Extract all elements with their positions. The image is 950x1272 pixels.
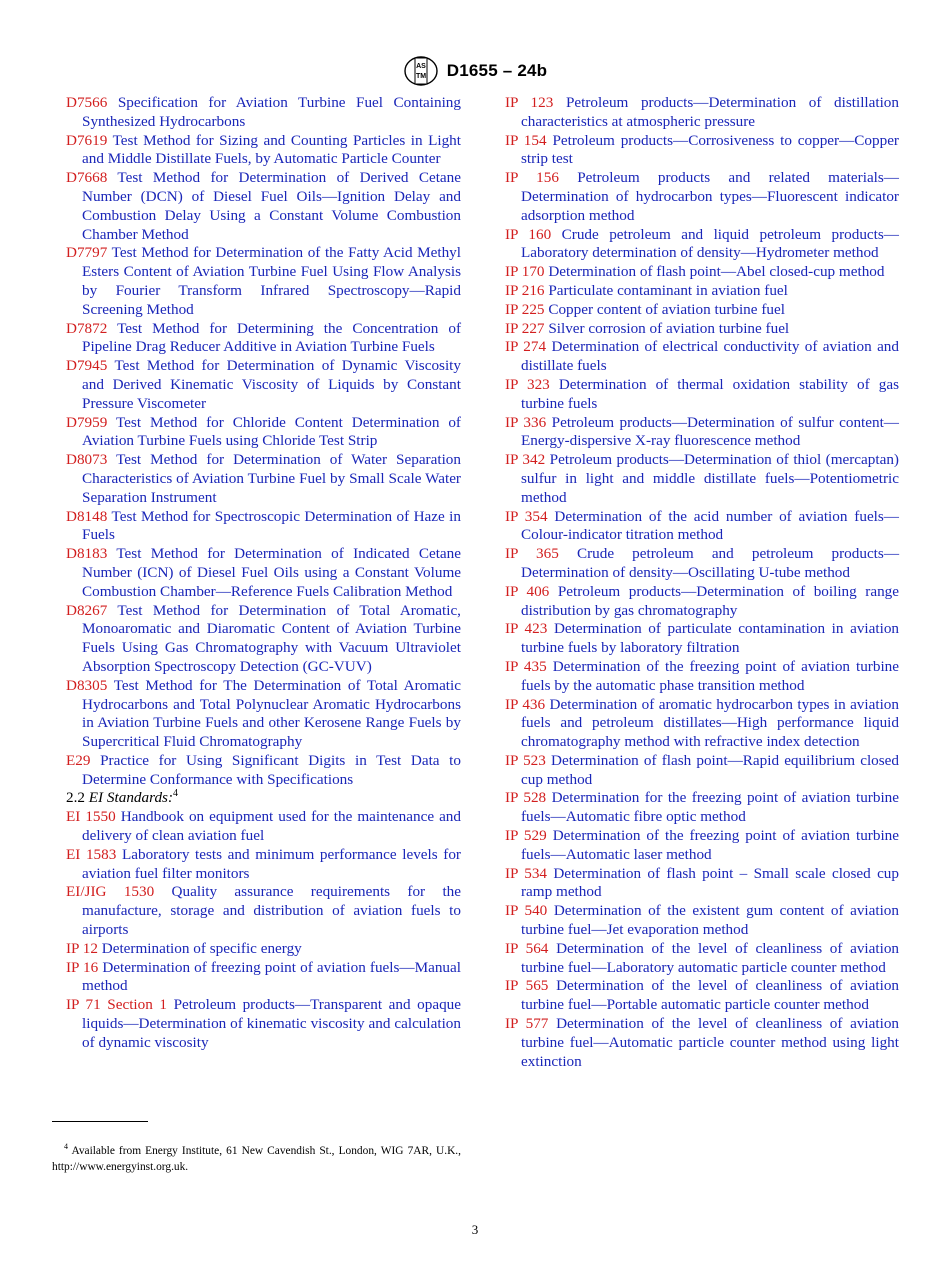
reference-code-link[interactable]: IP 336 bbox=[505, 413, 547, 431]
page-header bbox=[0, 54, 950, 88]
reference-entry bbox=[505, 583, 899, 621]
reference-title: Test Method for Determining the Concentration of Pipeline Drag Reducer Additive in Aviation Turbine Fuels bbox=[82, 319, 462, 356]
reference-code-link[interactable]: IP 342 bbox=[505, 451, 546, 469]
reference-code-link[interactable]: IP 170 bbox=[505, 263, 545, 281]
reference-title: Determination of flash point—Rapid equilibrium closed cup method bbox=[521, 751, 900, 788]
reference-title: Determination of flash point – Small scale closed cup ramp method bbox=[521, 864, 899, 901]
reference-code-link[interactable]: IP 529 bbox=[505, 827, 547, 845]
reference-entry bbox=[66, 244, 461, 319]
reference-entry bbox=[66, 508, 461, 546]
reference-title: Test Method for Determination of Derived Cetane Number (DCN) of Diesel Fuel Oils—Ignition Delay and Combustion Delay Using a Constant Volume Combustion Chamber Method bbox=[82, 169, 461, 243]
reference-code-link[interactable]: D8305 bbox=[66, 676, 108, 694]
reference-code-link[interactable]: EI/JIG 1530 bbox=[66, 883, 155, 901]
reference-list-ip bbox=[505, 94, 899, 1071]
reference-entry bbox=[66, 959, 461, 997]
footnote-divider bbox=[52, 1121, 148, 1122]
reference-title: Determination of electrical conductivity of aviation and distillate fuels bbox=[521, 338, 899, 375]
reference-code-link[interactable]: D8148 bbox=[66, 507, 108, 525]
reference-entry bbox=[505, 620, 899, 658]
section-title: EI Standards: bbox=[88, 789, 174, 807]
standard-designation: D1655 – 24b bbox=[446, 61, 548, 80]
reference-title: Quality assurance requirements for the manufacture, storage and distribution of aviation fuels to airports bbox=[82, 883, 461, 939]
reference-title: Petroleum products—Determination of boiling range distribution by gas chromatography bbox=[521, 582, 899, 619]
reference-code-link[interactable]: IP 216 bbox=[505, 281, 545, 299]
reference-code-link[interactable]: IP 534 bbox=[505, 864, 548, 882]
reference-code-link[interactable]: IP 71 Section 1 bbox=[66, 996, 167, 1014]
reference-code-link[interactable]: D7566 bbox=[66, 94, 108, 111]
reference-entry bbox=[66, 602, 461, 677]
reference-title: Determination of thermal oxidation stability of gas turbine fuels bbox=[521, 375, 899, 412]
reference-title: Determination of the acid number of aviation fuels—Colour-indicator titration method bbox=[521, 507, 899, 544]
reference-code-link[interactable]: D7872 bbox=[66, 319, 108, 337]
astm-logo-icon bbox=[403, 55, 439, 87]
svg-text:TM: TM bbox=[415, 73, 426, 80]
reference-code-link[interactable]: IP 12 bbox=[66, 939, 98, 957]
reference-code-link[interactable]: D8267 bbox=[66, 601, 108, 619]
footnote-text: Available from Energy Institute, 61 New Cavendish St., London, WIG 7AR, U.K., http://www.energyinst.org.uk. bbox=[52, 1145, 461, 1174]
footnote-marker: 4 bbox=[64, 1142, 68, 1152]
reference-title: Determination of the freezing point of aviation turbine fuels—Automatic laser method bbox=[521, 827, 900, 863]
reference-entry bbox=[66, 169, 461, 244]
reference-entry bbox=[505, 263, 899, 282]
reference-entry bbox=[505, 226, 899, 264]
reference-code-link[interactable]: IP 564 bbox=[505, 939, 549, 957]
reference-entry bbox=[66, 883, 461, 939]
reference-code-link[interactable]: IP 577 bbox=[505, 1015, 549, 1033]
reference-entry bbox=[66, 545, 461, 601]
reference-title: Crude petroleum and petroleum products—Determination of density—Oscillating U-tube method bbox=[521, 545, 900, 581]
reference-entry bbox=[505, 508, 899, 546]
reference-entry bbox=[66, 940, 461, 959]
reference-entry bbox=[66, 320, 461, 358]
reference-title: Petroleum products—Determination of thiol (mercaptan) sulfur in light and middle distillate fuels—Potentiometric method bbox=[521, 451, 899, 506]
reference-entry bbox=[505, 451, 899, 507]
reference-entry bbox=[505, 977, 899, 1015]
reference-title: Test Method for Determination of Indicated Cetane Number (ICN) of Diesel Fuel Oils using a Constant Volume Combustion Chamber—Reference Fuels Calibration Method bbox=[82, 545, 461, 600]
reference-title: Handbook on equipment used for the maintenance and delivery of clean aviation fuel bbox=[82, 808, 461, 845]
reference-entry bbox=[505, 940, 899, 978]
reference-code-link[interactable]: D7797 bbox=[66, 244, 108, 262]
reference-title: Petroleum products—Transparent and opaque liquids—Determination of kinematic viscosity and calculation of dynamic viscosity bbox=[82, 996, 461, 1051]
reference-title: Test Method for Chloride Content Determination of Aviation Turbine Fuels using Chloride Test Strip bbox=[82, 413, 461, 450]
reference-title: Practice for Using Significant Digits in Test Data to Determine Conformance with Specifications bbox=[82, 751, 461, 788]
reference-code-link[interactable]: IP 365 bbox=[505, 545, 559, 563]
reference-code-link[interactable]: IP 435 bbox=[505, 657, 547, 675]
reference-code-link[interactable]: D7619 bbox=[66, 131, 108, 149]
reference-title: Test Method for The Determination of Total Aromatic Hydrocarbons and Total Polynuclear Aromatic Hydrocarbons in Aviation Turbine Fuels and other Kerosene Range Fuels by Supercritical Fluid Chromatography bbox=[82, 676, 461, 751]
reference-title: Petroleum products—Corrosiveness to copper—Copper strip test bbox=[521, 131, 899, 168]
section-number: 2.2 bbox=[66, 789, 85, 807]
reference-entry bbox=[505, 376, 899, 414]
reference-title: Determination of freezing point of aviation fuels—Manual method bbox=[82, 958, 461, 995]
left-column bbox=[66, 94, 461, 1053]
reference-entry bbox=[505, 320, 899, 339]
reference-list-astm bbox=[66, 94, 461, 789]
reference-code-link[interactable]: IP 423 bbox=[505, 620, 548, 638]
reference-entry bbox=[505, 696, 899, 752]
reference-title: Determination of the level of cleanliness of aviation turbine fuel—Portable automatic particle counter method bbox=[521, 977, 900, 1014]
reference-code-link[interactable]: IP 523 bbox=[505, 751, 546, 769]
reference-code-link[interactable]: IP 436 bbox=[505, 695, 546, 713]
reference-code-link[interactable]: IP 16 bbox=[66, 958, 99, 976]
reference-title: Determination of flash point—Abel closed-cup method bbox=[548, 263, 885, 281]
reference-entry bbox=[66, 451, 461, 507]
reference-code-link[interactable]: IP 123 bbox=[505, 94, 554, 111]
reference-title: Specification for Aviation Turbine Fuel Containing Synthesized Hydrocarbons bbox=[82, 94, 461, 130]
reference-entry bbox=[66, 414, 461, 452]
reference-code-link[interactable]: IP 154 bbox=[505, 131, 547, 149]
reference-code-link[interactable]: D8073 bbox=[66, 451, 108, 469]
reference-title: Test Method for Determination of Water Separation Characteristics of Aviation Turbine Fuel by Small Scale Water Separation Instrument bbox=[82, 451, 461, 506]
reference-code-link[interactable]: IP 225 bbox=[505, 300, 545, 318]
reference-title: Test Method for Determination of Dynamic Viscosity and Derived Kinematic Viscosity of Liquids by Constant Pressure Viscometer bbox=[82, 357, 461, 412]
reference-code-link[interactable]: IP 565 bbox=[505, 977, 549, 995]
reference-title: Determination of specific energy bbox=[101, 939, 302, 957]
reference-code-link[interactable]: D7668 bbox=[66, 169, 108, 187]
reference-title: Determination of aromatic hydrocarbon types in aviation fuels and petroleum distillates—High performance liquid chromatography method with refractive index detection bbox=[521, 695, 899, 751]
reference-code-link[interactable]: D8183 bbox=[66, 545, 108, 563]
reference-entry bbox=[505, 169, 899, 225]
reference-code-link[interactable]: IP 156 bbox=[505, 169, 559, 187]
reference-title: Determination of the level of cleanliness of aviation turbine fuel—Automatic particle counter method using light extinction bbox=[521, 1015, 900, 1070]
page-number: 3 bbox=[471, 1222, 479, 1237]
reference-entry bbox=[505, 414, 899, 452]
reference-title: Petroleum products—Determination of sulfur content—Energy-dispersive X-ray fluorescence method bbox=[521, 413, 899, 450]
reference-title: Silver corrosion of aviation turbine fuel bbox=[548, 319, 790, 337]
reference-entry bbox=[505, 902, 899, 940]
reference-title: Test Method for Spectroscopic Determination of Haze in Fuels bbox=[82, 507, 461, 544]
reference-entry bbox=[66, 132, 461, 170]
reference-entry bbox=[66, 752, 461, 790]
reference-code-link[interactable]: EI 1550 bbox=[66, 808, 116, 826]
reference-entry bbox=[505, 658, 899, 696]
reference-code-link[interactable]: IP 540 bbox=[505, 902, 548, 920]
reference-code-link[interactable]: D7945 bbox=[66, 357, 108, 375]
reference-title: Laboratory tests and minimum performance levels for aviation fuel filter monitors bbox=[82, 845, 461, 882]
svg-text:AS: AS bbox=[415, 63, 426, 70]
reference-entry bbox=[505, 338, 899, 376]
reference-entry bbox=[66, 996, 461, 1052]
reference-entry bbox=[66, 357, 461, 413]
reference-code-link[interactable]: IP 227 bbox=[505, 319, 545, 337]
reference-code-link[interactable]: IP 274 bbox=[505, 338, 547, 356]
right-column bbox=[505, 94, 899, 1071]
reference-entry bbox=[505, 545, 899, 583]
reference-title: Test Method for Sizing and Counting Particles in Light and Middle Distillate Fuels, by Automatic Particle Counter bbox=[82, 131, 461, 168]
reference-title: Copper content of aviation turbine fuel bbox=[548, 300, 785, 318]
reference-title: Determination of the existent gum content of aviation turbine fuel—Jet evaporation method bbox=[521, 902, 899, 939]
reference-entry bbox=[66, 677, 461, 752]
reference-title: Determination of the level of cleanliness of aviation turbine fuel—Laboratory automatic particle counter method bbox=[521, 939, 900, 976]
reference-code-link[interactable]: IP 406 bbox=[505, 582, 550, 600]
reference-entry bbox=[505, 865, 899, 903]
reference-title: Determination of the freezing point of aviation turbine fuels by the automatic phase transition method bbox=[521, 657, 900, 694]
reference-entry bbox=[505, 752, 899, 790]
reference-code-link[interactable]: EI 1583 bbox=[66, 845, 117, 863]
reference-code-link[interactable]: D7959 bbox=[66, 413, 108, 431]
reference-code-link[interactable]: IP 160 bbox=[505, 225, 552, 243]
reference-entry bbox=[66, 94, 461, 132]
section-heading bbox=[66, 789, 461, 808]
reference-title: Crude petroleum and liquid petroleum products—Laboratory determination of density—Hydrometer method bbox=[521, 225, 899, 262]
reference-title: Test Method for Determination of Total Aromatic, Monoaromatic and Diaromatic Content of Aviation Turbine Fuels Using Gas Chromatography with Vacuum Ultraviolet Absorption Spectroscopy Detection (GC-VUV) bbox=[82, 601, 461, 675]
reference-code-link[interactable]: IP 528 bbox=[505, 789, 547, 807]
reference-title: Determination of particulate contamination in aviation turbine fuels by laboratory filtration bbox=[521, 620, 900, 657]
reference-entry bbox=[66, 846, 461, 884]
reference-entry bbox=[505, 789, 899, 827]
reference-list-ei bbox=[66, 808, 461, 1052]
reference-title: Determination for the freezing point of aviation turbine fuels—Automatic fibre optic method bbox=[521, 789, 899, 826]
reference-entry bbox=[505, 827, 899, 865]
reference-entry bbox=[505, 301, 899, 320]
reference-entry bbox=[505, 282, 899, 301]
reference-title: Petroleum products and related materials—Determination of hydrocarbon types—Fluorescent indicator adsorption method bbox=[521, 169, 899, 224]
reference-title: Petroleum products—Determination of distillation characteristics at atmospheric pressure bbox=[521, 94, 899, 130]
footnote-ref[interactable]: 4 bbox=[173, 788, 179, 800]
reference-code-link[interactable]: IP 354 bbox=[505, 507, 548, 525]
footnote bbox=[52, 1143, 461, 1175]
reference-entry bbox=[505, 1015, 899, 1071]
reference-code-link[interactable]: IP 323 bbox=[505, 375, 550, 393]
reference-title: Test Method for Determination of the Fatty Acid Methyl Esters Content of Aviation Turbine Fuel Using Flow Analysis by Fourier Transform Infrared Spectroscopy—Rapid Screening Method bbox=[82, 244, 461, 318]
reference-entry bbox=[505, 94, 899, 132]
reference-code-link[interactable]: E29 bbox=[66, 751, 91, 769]
reference-entry bbox=[505, 132, 899, 170]
reference-entry bbox=[66, 808, 461, 846]
reference-title: Particulate contaminant in aviation fuel bbox=[548, 281, 788, 299]
